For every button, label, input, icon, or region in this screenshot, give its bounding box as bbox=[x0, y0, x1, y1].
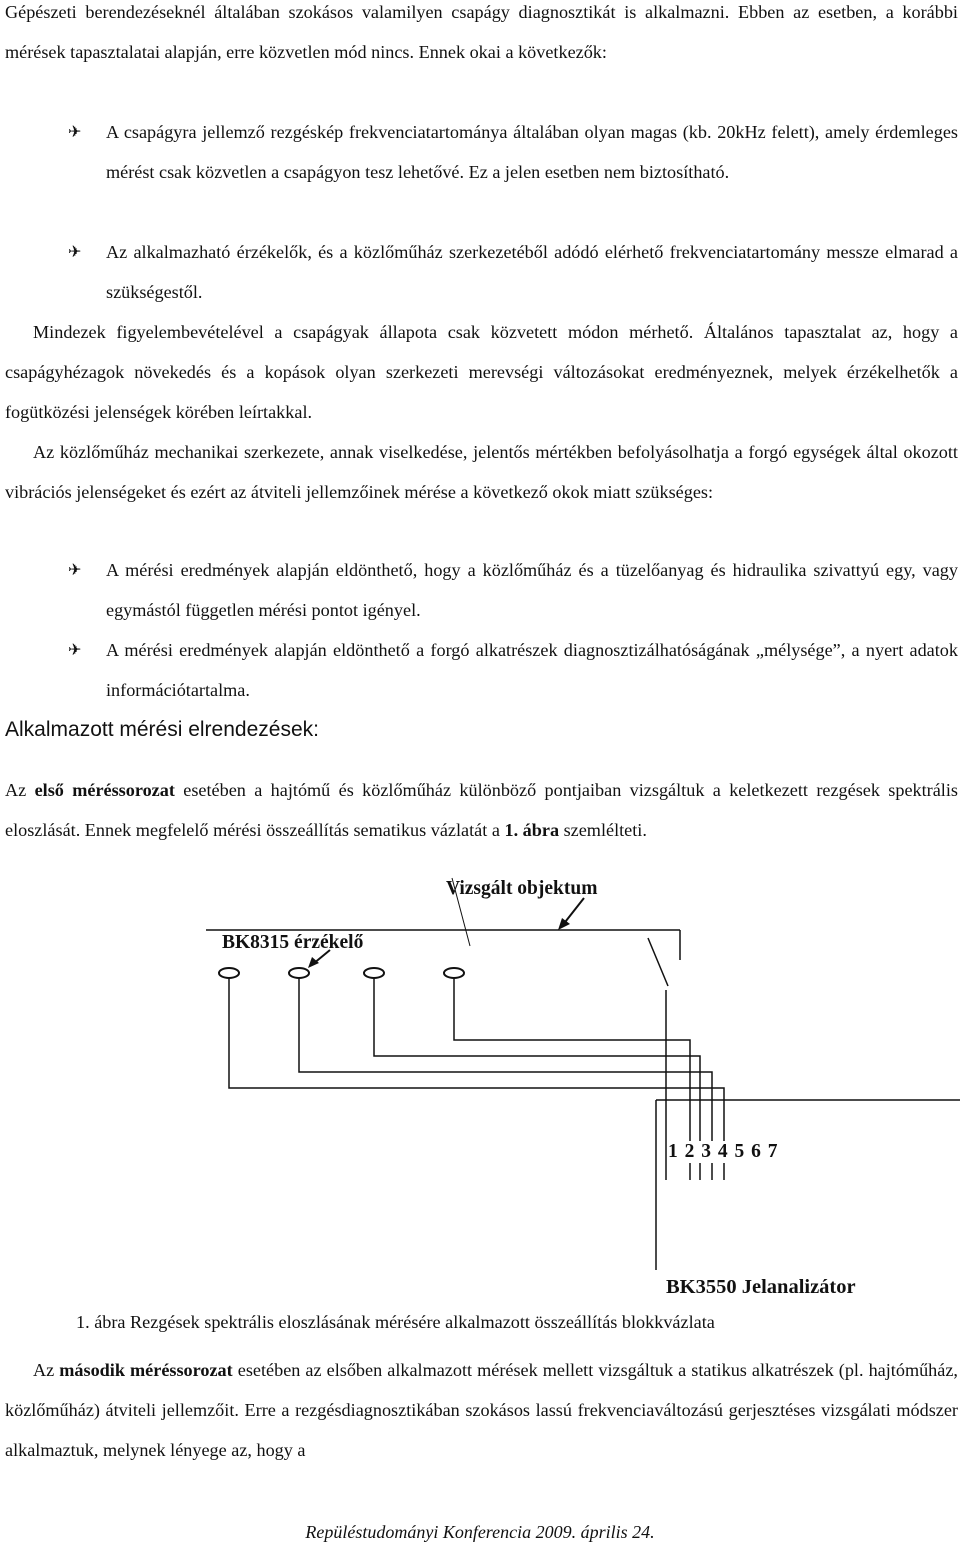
text-span: esetében az elsőben alkalmazott mérések mellett vizsgáltuk a statikus alkatrészek (pl. hajtóműház, közlőműház) átviteli jellemzőit. Erre a rezgésdiagnosztikában szokásos lassú frekvenciaváltozású gerjesztéses vizsgálati módszer alkalmaztuk, melynek lényege az, hogy a bbox=[5, 1360, 958, 1460]
bold-term: második méréssorozat bbox=[59, 1360, 233, 1380]
bullet-text-1: A csapágyra jellemző rezgéskép frekvenciatartománya általában olyan magas (kb. 20kHz felett), amely érdemleges mérést csak közvetlen a csapágyon tesz lehetővé. Ez a jelen esetben nem biztosítható. bbox=[106, 122, 958, 182]
text-span: Az bbox=[5, 780, 35, 800]
airplane-icon: ✈ bbox=[68, 242, 82, 261]
measurement-block-diagram bbox=[0, 860, 960, 1300]
sensor-2 bbox=[289, 968, 309, 978]
bullet-text-2: Az alkalmazható érzékelők, és a közlőműház szerkezetéből adódó elérhető frekvenciatartomány messze elmarad a szükségestől. bbox=[106, 242, 958, 302]
cable-0 bbox=[229, 978, 724, 1180]
figure-caption: 1. ábra Rezgések spektrális eloszlásának mérésére alkalmazott összeállítás blokkvázlata bbox=[76, 1312, 715, 1332]
airplane-icon: ✈ bbox=[68, 560, 82, 579]
airplane-icon: ✈ bbox=[68, 122, 82, 141]
bullet-item-2 bbox=[68, 232, 958, 312]
text-span: esetében a hajtómű és közlőműház különböző pontjaiban vizsgáltuk a keletkezett rezgések spektrális eloszlását. Ennek megfelelő mérési összeállítás sematikus vázlatát a bbox=[5, 780, 958, 840]
object-label: Vizsgált objektum bbox=[446, 878, 598, 899]
analyzer-label: BK3550 Jelanalizátor bbox=[666, 1276, 856, 1298]
bullet-text-3: A mérési eredmények alapján eldönthető, hogy a közlőműház és a tüzelőanyag és hidraulika szivattyú egy, vagy egymástól független mérési pontot igényel. bbox=[106, 560, 958, 620]
bullet-item-1 bbox=[68, 112, 958, 192]
paragraph-bearings: Mindezek figyelembevételével a csapágyak állapota csak közvetett módon mérhető. Általános tapasztalat az, hogy a csapágyhézagok növekedés és a kopások olyan szerkezeti merevségi változásokat eredményeznek, melyek érzékelhetők a fogütközési jelenségek körében leírtakkal. bbox=[5, 322, 958, 422]
bullet-item-4 bbox=[68, 630, 958, 710]
paragraph-second-series bbox=[5, 1350, 958, 1470]
page-footer: Repüléstudományi Konferencia 2009. április 24. bbox=[305, 1522, 655, 1542]
text-span: Az bbox=[33, 1360, 60, 1380]
cable-4 bbox=[454, 978, 690, 1180]
sensor-arrowhead bbox=[308, 957, 319, 968]
sensor-4 bbox=[444, 968, 464, 978]
bullet-item-3 bbox=[68, 550, 958, 630]
paragraph-intro: Gépészeti berendezéseknél általában szokásos valamilyen csapágy diagnosztikát is alkalmazni. Ebben az esetben, a korábbi mérések tapasztalatai alapján, erre közvetlen mód nincs. Ennek okai a következők: bbox=[5, 2, 958, 62]
paragraph-first-series bbox=[5, 770, 958, 850]
sensor-1 bbox=[219, 968, 239, 978]
section-heading: Alkalmazott mérési elrendezések: bbox=[5, 718, 319, 741]
airplane-icon: ✈ bbox=[68, 640, 82, 659]
object-slant-edge bbox=[648, 938, 668, 986]
text-span: szemlélteti. bbox=[559, 820, 647, 840]
cable-2 bbox=[299, 978, 712, 1180]
object-arrowhead bbox=[558, 918, 570, 930]
paragraph-housing: Az közlőműház mechanikai szerkezete, annak viselkedése, jelentős mértékben befolyásolhatja a forgó egységek által okozott vibrációs jelenségeket és ezért az átviteli jellemzőinek mérése a következő okok miatt szükséges: bbox=[5, 442, 958, 502]
bold-term: első méréssorozat bbox=[34, 780, 175, 800]
cable-3 bbox=[374, 978, 700, 1180]
sensor-label: BK8315 érzékelő bbox=[222, 932, 364, 953]
channel-numbers: 1 2 3 4 5 6 7 bbox=[668, 1141, 778, 1162]
figure-reference: 1. ábra bbox=[504, 820, 560, 840]
bullet-text-4: A mérési eredmények alapján eldönthető a forgó alkatrészek diagnosztizálhatóságának „mélysége”, a nyert adatok információtartalma. bbox=[106, 640, 958, 700]
sensor-3 bbox=[364, 968, 384, 978]
